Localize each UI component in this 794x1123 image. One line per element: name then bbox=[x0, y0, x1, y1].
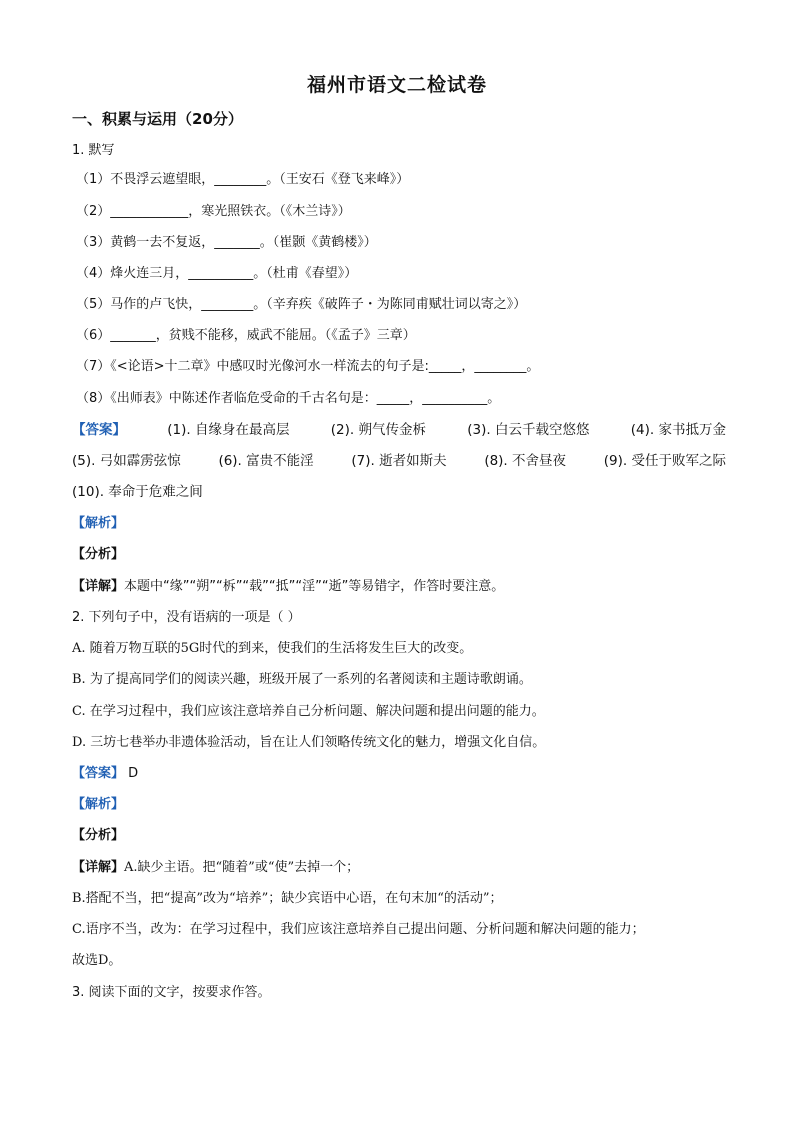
detail-text: B.搭配不当，把“提高”改为“培养”；缺少宾语中心语，在句末加“的活动”； bbox=[72, 891, 503, 906]
detail-text: A.缺少主语。把“随着”或“使”去掉一个； bbox=[124, 860, 360, 875]
q1-item: （2）____________，寒光照铁衣。（《木兰诗》） bbox=[76, 204, 351, 219]
answer-item: (1). 自缘身在最高层 bbox=[167, 422, 290, 438]
answer-item: (2). 朔气传金柝 bbox=[330, 422, 426, 438]
q3-heading: 3. 阅读下面的文字，按要求作答。 bbox=[72, 985, 271, 1000]
q2-option: D. 三坊七巷举办非遗体验活动，旨在让人们领略传统文化的魅力，增强文化自信。 bbox=[72, 735, 546, 750]
q2-answer bbox=[72, 764, 138, 784]
section-heading: 一、积累与运用（20分） bbox=[72, 110, 243, 128]
answer-item: (8). 不舍昼夜 bbox=[484, 453, 567, 469]
fenxi-tag: 【分析】 bbox=[72, 547, 125, 562]
q1-detail bbox=[72, 577, 504, 597]
conclusion-text: 故选D。 bbox=[72, 953, 122, 968]
q1-heading: 1. 默写 bbox=[72, 143, 115, 158]
q2-option: C. 在学习过程中，我们应该注意培养自己分析问题、解决问题和提出问题的能力。 bbox=[72, 704, 545, 719]
detail-tag: 【详解】 bbox=[72, 579, 125, 594]
q2-option: B. 为了提高同学们的阅读兴趣，班级开展了一系列的名著阅读和主题诗歌朗诵。 bbox=[72, 672, 532, 687]
q2-option: A. 随着万物互联的5G时代的到来，使我们的生活将发生巨大的改变。 bbox=[72, 641, 473, 656]
q1-answer-row bbox=[72, 451, 726, 471]
q1-item: （6）_______，贫贱不能移，威武不能屈。（《孟子》三章） bbox=[76, 328, 416, 343]
q1-item: （7）《<论语>十二章》中感叹时光像河水一样流去的句子是:_____，________。 bbox=[76, 359, 540, 374]
analysis-tag: 【解析】 bbox=[72, 516, 125, 531]
q1-item: （8）《出师表》中陈述作者临危受命的千古名句是：_____，__________。 bbox=[76, 391, 501, 406]
fenxi-tag: 【分析】 bbox=[72, 828, 125, 843]
detail-text: C.语序不当，改为：在学习过程中，我们应该注意培养自己提出问题、分析问题和解决问题的能力； bbox=[72, 922, 645, 937]
page-title: 福州市语文二检试卷 bbox=[306, 74, 487, 96]
answer-item: (10). 奉命于危难之间 bbox=[72, 484, 203, 500]
answer-item: (5). 弓如霹雳弦惊 bbox=[72, 453, 181, 469]
q2-detail bbox=[72, 858, 359, 878]
answer-tag: 【答案】 bbox=[72, 422, 126, 438]
q1-answer-row bbox=[72, 420, 726, 440]
detail-tag: 【详解】 bbox=[72, 860, 125, 875]
q1-item: （5）马作的卢飞快，________。（辛弃疾《破阵子・为陈同甫赋壮词以寄之》） bbox=[76, 297, 527, 312]
answer-item: (9). 受任于败军之际 bbox=[603, 453, 726, 469]
answer-value: D bbox=[128, 766, 139, 781]
analysis-tag: 【解析】 bbox=[72, 797, 125, 812]
answer-tag: 【答案】 bbox=[72, 766, 125, 781]
detail-text: 本题中“缘”“朔”“柝”“载”“抵”“淫”“逝”等易错字，作答时要注意。 bbox=[124, 579, 505, 594]
q1-item: （3）黄鹤一去不复返，_______。（崔颢《黄鹤楼》） bbox=[76, 235, 377, 250]
answer-item: (7). 逝者如斯夫 bbox=[351, 453, 447, 469]
answer-item: (3). 白云千载空悠悠 bbox=[467, 422, 590, 438]
q2-heading: 2. 下列句子中，没有语病的一项是（ ） bbox=[72, 610, 301, 625]
q1-item: （4）烽火连三月，__________。（杜甫《春望》） bbox=[76, 266, 358, 281]
q1-item: （1）不畏浮云遮望眼，________。（王安石《登飞来峰》） bbox=[76, 172, 410, 187]
answer-item: (6). 富贵不能淫 bbox=[218, 453, 314, 469]
answer-item: (4). 家书抵万金 bbox=[630, 422, 726, 438]
